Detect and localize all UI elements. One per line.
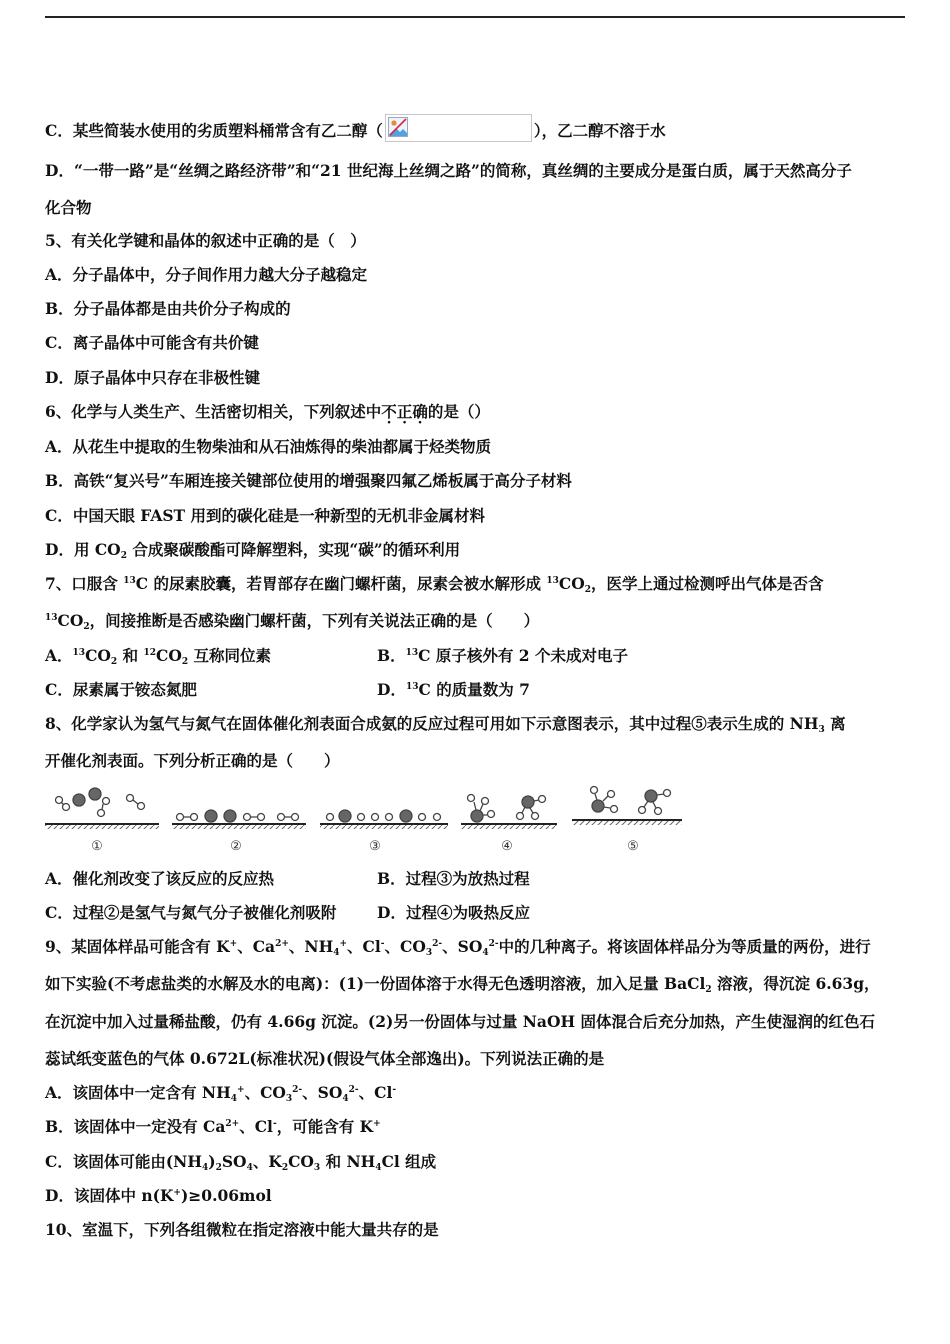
broken-image-icon <box>385 114 532 142</box>
q10-stem: 10、室温下，下列各组微粒在指定溶液中能大量共存的是 <box>45 1220 439 1239</box>
q6-option-d: D．用 $CO_2$ 合成聚碳酸酯可降解塑料，实现“碳”的循环利用 <box>45 540 461 561</box>
q5-option-d: D．原子晶体中只存在非极性键 <box>45 368 260 387</box>
q9-stem-line2: 如下实验(不考虑盐类的水解及水的电离)：(1)一份固体溶于水得无色透明溶液，加入足量 BaCl$_2$ 溶液，得沉淀 6.63g， <box>45 974 880 995</box>
diagram-label-4: ④ <box>501 839 513 854</box>
q4-option-d-line1: D．“一带一路”是“丝绸之路经济带”和“21 世纪海上丝绸之路”的简称，真丝绸的主要成分是蛋白质，属于天然高分子 <box>45 161 852 180</box>
q8-option-d: D．过程④为吸热反应 <box>377 903 530 922</box>
q9-option-d: D．该固体中 n(K+)≥0.06mol <box>45 1186 272 1205</box>
q7-stem-line1: 7、口服含 $^{13}$C 的尿素胶囊，若胃部存在幽门螺杆菌，尿素会被水解形成 $^{13}CO_2$，医学上通过检测呼出气体是否含 <box>45 574 824 595</box>
q6-option-b: B．高铁“复兴号”车厢连接关键部位使用的增强聚四氟乙烯板属于高分子材料 <box>45 471 572 490</box>
q9-option-a: A．该固体中一定含有 $NH_4^+$、$CO_3^{2-}$、$SO_4^{2-}$、Cl- <box>45 1083 397 1104</box>
q8-stem-line1: 8、化学家认为氢气与氮气在固体催化剂表面合成氨的反应过程可用如下示意图表示，其中过程⑤表示生成的 $NH_3$ 离 <box>45 714 846 735</box>
q5-stem: 5、有关化学键和晶体的叙述中正确的是（ ） <box>45 231 366 250</box>
process-3-panel <box>320 810 448 854</box>
q9-option-b: B．该固体中一定没有 $Ca^{2+}$、Cl-，可能含有 K+ <box>45 1117 381 1136</box>
q8-stem-line2: 开催化剂表面。下列分析正确的是（ ） <box>45 751 340 770</box>
process-1-panel <box>45 788 159 854</box>
catalyst-process-diagram <box>45 784 685 854</box>
q8-option-a: A．催化剂改变了该反应的反应热 <box>45 869 275 888</box>
q6-stem: 6、化学与人类生产、生活密切相关，下列叙述中不正确的是（） <box>45 402 490 421</box>
q5-option-b: B．分子晶体都是由共价分子构成的 <box>45 299 291 318</box>
top-rule <box>45 16 905 18</box>
q7-option-a: A．$^{13}CO_2$ 和 $^{12}CO_2$ 互称同位素 <box>45 646 272 667</box>
q7-option-c: C．尿素属于铵态氮肥 <box>45 680 197 699</box>
q7-stem-line2: $^{13}CO_2$，间接推断是否感染幽门螺杆菌，下列有关说法正确的是（ ） <box>45 611 540 632</box>
q9-option-c: C．该固体可能由$(NH_4)_2SO_4$、$K_2CO_3$ 和 $NH_4Cl$ 组成 <box>45 1152 437 1173</box>
q8-option-c: C．过程②是氢气与氮气分子被催化剂吸附 <box>45 903 337 922</box>
diagram-label-1: ① <box>91 839 103 854</box>
q9-stem-line1: 9、某固体样品可能含有 K+、$Ca^{2+}$、$NH_4^+$、Cl-、$CO_3^{2-}$、$SO_4^{2-}$中的几种离子。将该固体样品分为等质量的两份，进行 <box>45 937 871 958</box>
process-4-panel <box>461 795 557 855</box>
diagram-label-3: ③ <box>369 839 381 854</box>
process-2-panel <box>172 810 306 854</box>
emphasis-char: 不 <box>381 402 397 421</box>
diagram-label-2: ② <box>230 839 242 854</box>
q8-option-b: B．过程③为放热过程 <box>377 869 530 888</box>
q5-option-a: A．分子晶体中，分子间作用力越大分子越稳定 <box>45 265 368 284</box>
diagram-label-5: ⑤ <box>627 839 639 854</box>
q5-option-c: C．离子晶体中可能含有共价键 <box>45 333 259 352</box>
q9-stem-line4: 蕊试纸变蓝色的气体 0.672L(标准状况)(假设气体全部逸出)。下列说法正确的是 <box>45 1049 605 1068</box>
q6-option-a: A．从花生中提取的生物柴油和从石油炼得的柴油都属于烃类物质 <box>45 437 492 456</box>
process-5-panel <box>572 787 682 855</box>
q9-stem-line3: 在沉淀中加入过量稀盐酸，仍有 4.66g 沉淀。(2)另一份固体与过量 NaOH 固体混合后充分加热，产生使湿润的红色石 <box>45 1012 875 1031</box>
q6-option-c: C．中国天眼 FAST 用到的碳化硅是一种新型的无机非金属材料 <box>45 506 485 525</box>
q4-option-d-line2: 化合物 <box>45 198 92 217</box>
q7-option-d: D．$^{13}$C 的质量数为 7 <box>377 680 530 699</box>
emphasis-char: 正 <box>396 402 413 421</box>
emphasis-char: 确 <box>412 402 428 421</box>
q4-option-c: C．某些简装水使用的劣质塑料桶常含有乙二醇（ ），乙二醇不溶于水 <box>45 114 666 142</box>
q7-option-b: B．$^{13}$C 原子核外有 2 个未成对电子 <box>377 646 628 665</box>
